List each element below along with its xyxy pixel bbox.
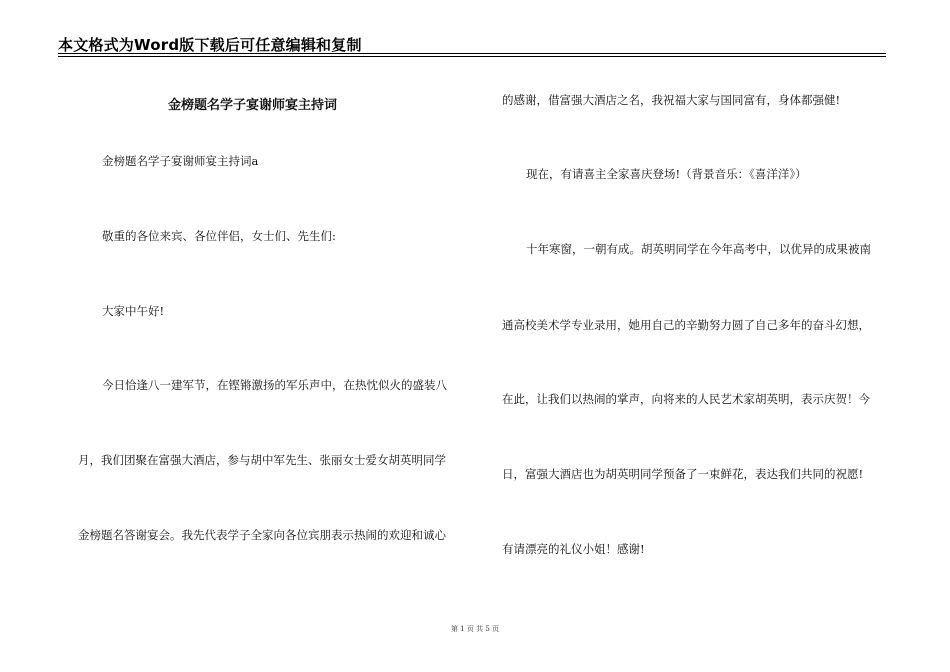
left-paragraph-6: 金榜题名答谢宴会。我先代表学子全家向各位宾朋表示热闹的欢迎和诚心 [78, 528, 446, 542]
left-paragraph-4: 今日恰逢八一建军节，在铿锵激扬的军乐声中，在热忱似火的盛装八 [102, 378, 447, 392]
right-paragraph-5: 在此，让我们以热闹的掌声，向将来的人民艺术家胡英明，表示庆贺！今 [502, 392, 870, 406]
right-paragraph-6: 日，富强大酒店也为胡英明同学预备了一束鲜花，表达我们共同的祝愿! [502, 467, 864, 481]
right-paragraph-4: 通高校美术学专业录用，她用自己的辛勤努力圆了自己多年的奋斗幻想， [502, 318, 870, 332]
right-paragraph-3: 十年寒窗，一朝有成。胡英明同学在今年高考中，以优异的成果被南 [526, 242, 871, 256]
left-paragraph-5: 月，我们团聚在富强大酒店，参与胡中军先生、张丽女士爱女胡英明同学 [78, 453, 446, 467]
right-paragraph-1: 的感谢，借富强大酒店之名，我祝福大家与国同富有，身体都强健! [502, 93, 841, 107]
document-banner: 本文格式为Word版下载后可任意编辑和复制 [58, 36, 362, 54]
right-paragraph-2: 现在，有请喜主全家喜庆登场!（背景音乐：《喜洋洋》） [526, 167, 807, 181]
right-paragraph-7: 有请漂亮的礼仪小姐！感谢! [502, 542, 645, 556]
left-paragraph-1: 金榜题名学子宴谢师宴主持词a [102, 154, 259, 168]
page-indicator: 第 1 页 共 5 页 [450, 625, 500, 633]
left-paragraph-3: 大家中午好! [102, 304, 165, 318]
banner-divider [58, 53, 886, 54]
left-paragraph-2: 敬重的各位来宾、各位伴侣，女士们、先生们: [102, 229, 336, 243]
document-title: 金榜题名学子宴谢师宴主持词 [168, 98, 338, 113]
banner-divider-secondary [58, 56, 886, 57]
